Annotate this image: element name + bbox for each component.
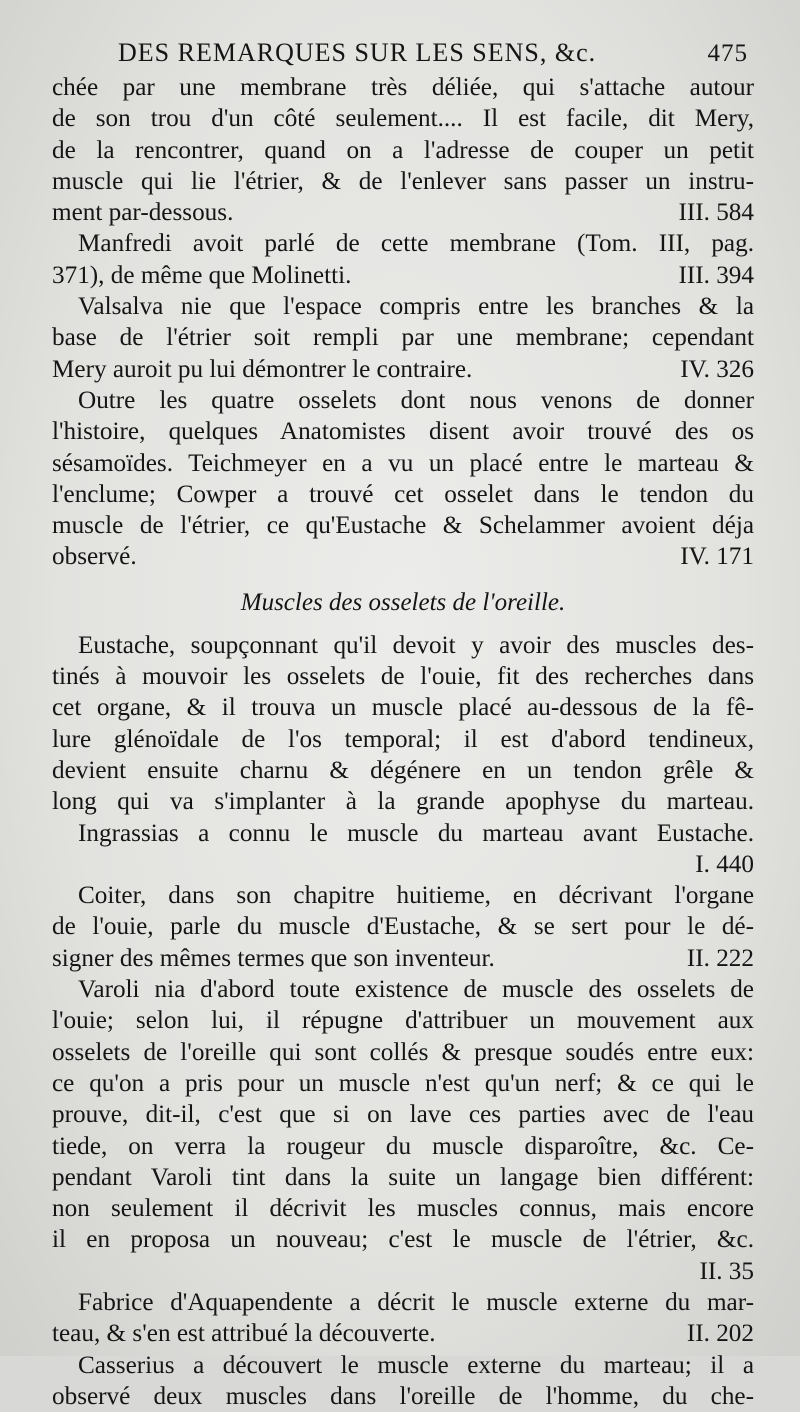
- text-line: Casserius a découvert le muscle externe du marteau; il a: [78, 1351, 754, 1379]
- reference-citation: IV. 171: [680, 543, 754, 571]
- text-line: Outre les quatre osselets dont nous venons de donner: [78, 386, 754, 414]
- line-text: teau, & s'en est attribué la découverte.: [52, 1320, 436, 1348]
- line-text: 371), de même que Molinetti.: [52, 261, 352, 289]
- text-line: de la rencontrer, quand on a l'adresse de couper un petit: [52, 136, 754, 164]
- text-line: [52, 354, 754, 385]
- page-number: 475: [707, 40, 748, 67]
- running-head: [52, 38, 754, 68]
- text-line: [52, 197, 754, 228]
- text-line: l'ouie; selon lui, il répugne d'attribuer un mouvement aux: [52, 1007, 754, 1035]
- text-line: muscle de l'étrier, ce qu'Eustache & Schelammer avoient déja: [52, 512, 754, 540]
- text-line: lure glénoïdale de l'os temporal; il est d'abord tendineux,: [52, 725, 754, 753]
- text-line: Ingrassias a connu le muscle du marteau avant Eustache.: [78, 819, 754, 847]
- text-line: de l'ouie, parle du muscle d'Eustache, & se sert pour le dé-: [52, 913, 754, 941]
- text-line: tinés à mouvoir les osselets de l'ouie, fit des recherches dans: [52, 663, 754, 691]
- line-text: Mery auroit pu lui démontrer le contraire.: [52, 355, 473, 383]
- text-line: de son trou d'un côté seulement.... Il est facile, dit Mery,: [52, 105, 754, 133]
- text-line: [52, 849, 754, 880]
- line-text: ment par-dessous.: [52, 199, 234, 227]
- reference-citation: IV. 326: [680, 355, 754, 383]
- text-line: [52, 943, 754, 974]
- text-line: [52, 1256, 754, 1287]
- reference-citation: II. 35: [699, 1257, 754, 1285]
- text-line: il en proposa un nouveau; c'est le muscle de l'étrier, &c.: [52, 1226, 754, 1254]
- text-line: osselets de l'oreille qui sont collés & presque soudés entre eux:: [52, 1038, 754, 1066]
- text-line: non seulement il décrivit les muscles connus, mais encore: [52, 1195, 754, 1223]
- text-line: base de l'étrier soit rempli par une membrane; cependant: [52, 324, 754, 352]
- line-text: observé.: [52, 543, 137, 571]
- reference-citation: I. 440: [695, 850, 754, 878]
- text-line: l'enclume; Cowper a trouvé cet osselet dans le tendon du: [52, 480, 754, 508]
- reference-citation: II. 222: [686, 944, 754, 972]
- text-line: [52, 541, 754, 572]
- running-head-title: DES REMARQUES SUR LES SENS, &c.: [118, 38, 597, 67]
- text-line: chée par une membrane très déliée, qui s'attache autour: [52, 74, 754, 101]
- text-line: Valsalva nie que l'espace compris entre les branches & la: [78, 293, 754, 321]
- text-line: Varoli nia d'abord toute existence de muscle des osselets de: [78, 976, 754, 1004]
- text-line: muscle qui lie l'étrier, & de l'enlever sans passer un instru-: [52, 167, 754, 195]
- text-line: pendant Varoli tint dans la suite un langage bien différent:: [52, 1163, 754, 1191]
- text-line: [52, 260, 754, 291]
- text-line: Manfredi avoit parlé de cette membrane (Tom. III, pag.: [78, 230, 754, 258]
- reference-citation: III. 394: [678, 261, 754, 289]
- text-line: l'histoire, quelques Anatomistes disent avoir trouvé des os: [52, 418, 754, 446]
- text-line: tiede, on verra la rougeur du muscle disparoître, &c. Ce-: [52, 1132, 754, 1160]
- body-text-top: [52, 72, 754, 573]
- text-line: [52, 1318, 754, 1349]
- reference-citation: III. 584: [678, 199, 754, 227]
- text-line: devient ensuite charnu & dégénere en un tendon grêle &: [52, 756, 754, 784]
- text-line: observé deux muscles dans l'oreille de l'homme, du che-: [52, 1382, 754, 1410]
- line-text: signer des mêmes termes que son inventeur.: [52, 944, 495, 972]
- text-line: Eustache, soupçonnant qu'il devoit y avoir des muscles des-: [78, 631, 754, 659]
- text-line: cet organe, & il trouva un muscle placé au-dessous de la fê-: [52, 694, 754, 722]
- text-line: prouve, dit-il, c'est que si on lave ces parties avec de l'eau: [52, 1101, 754, 1129]
- text-line: Coiter, dans son chapitre huitieme, en décrivant l'organe: [78, 882, 754, 910]
- text-line: Fabrice d'Aquapendente a décrit le muscle externe du mar-: [78, 1288, 754, 1316]
- text-line: long qui va s'implanter à la grande apophyse du marteau.: [52, 788, 754, 816]
- section-heading: Muscles des osselets de l'oreille.: [240, 588, 566, 616]
- text-line: sésamoïdes. Teichmeyer en a vu un placé entre le marteau &: [52, 449, 754, 477]
- reference-citation: II. 202: [686, 1320, 754, 1348]
- body-text-bottom: [52, 630, 754, 1412]
- text-line: ce qu'on a pris pour un muscle n'est qu'un nerf; & ce qui le: [52, 1069, 754, 1097]
